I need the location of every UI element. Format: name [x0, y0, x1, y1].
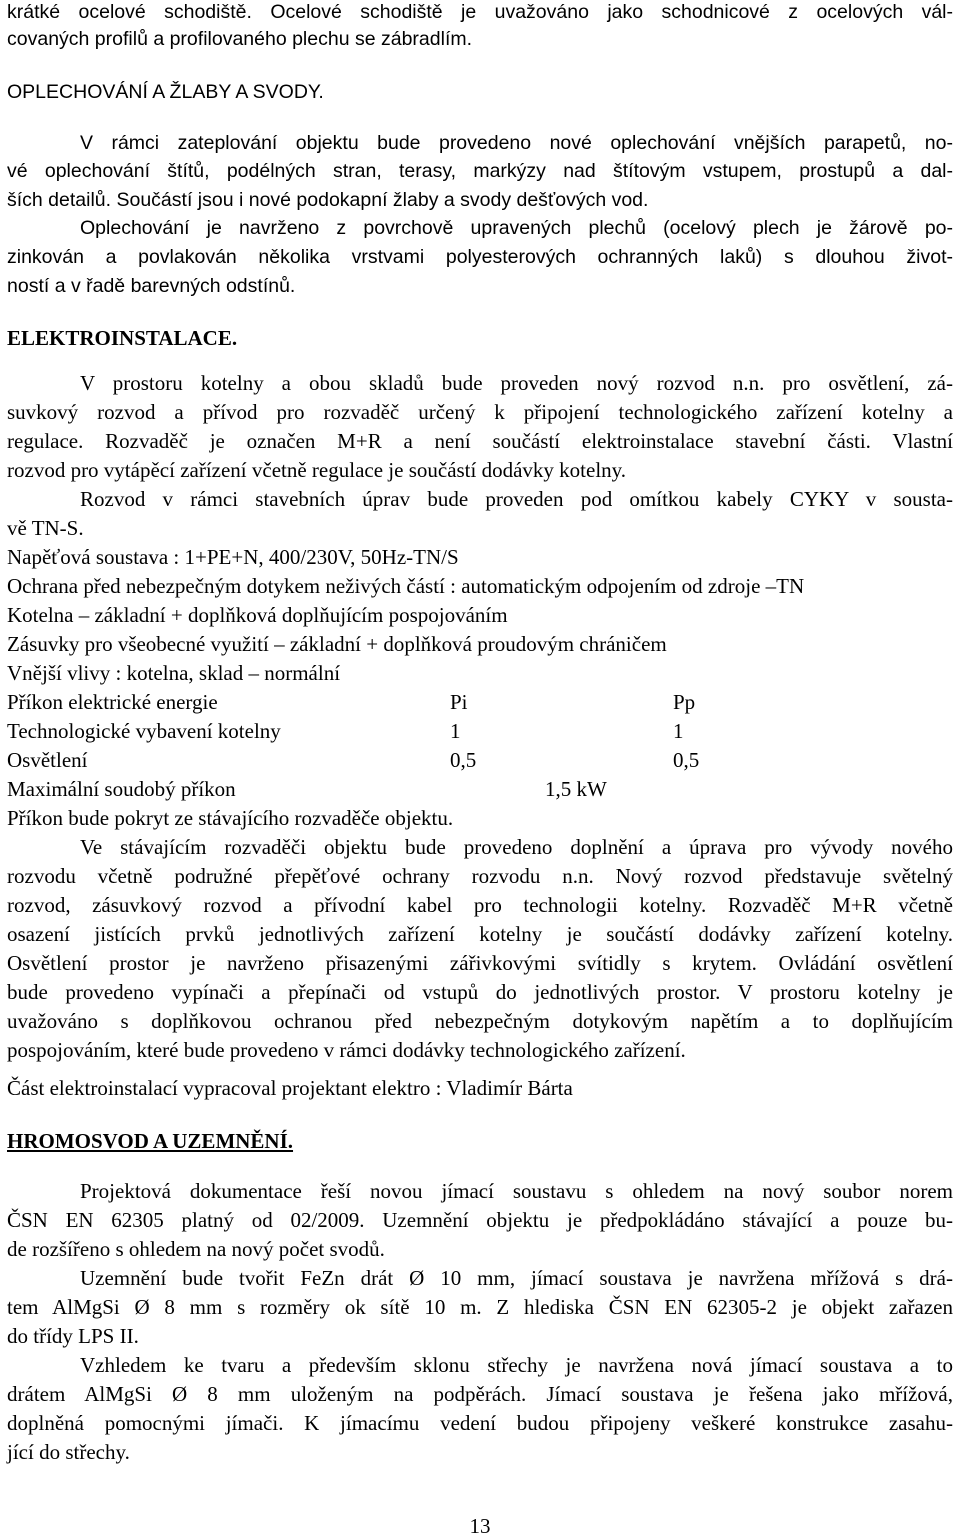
hromosvod-line-8: drátem AlMgSi Ø 8 mm uloženým na podpěrách. Jímací soustava je řešena jako mřížová, — [7, 1382, 953, 1406]
table-cell: 0,5 — [450, 748, 477, 772]
max-power-label: Maximální soudobý příkon — [7, 777, 236, 801]
elektro-author: Část elektroinstalací vypracoval projektant elektro : Vladimír Bárta — [7, 1076, 573, 1100]
page-number: 13 — [469, 1514, 491, 1538]
table-cell: Příkon elektrické energie — [7, 690, 218, 714]
hromosvod-line-9: doplněná pomocnými jímači. K jímacímu vedení budou připojeny veškeré konstrukce zasahu- — [7, 1411, 953, 1435]
hromosvod-line-7: Vzhledem ke tvaru a především sklonu střechy je navržena nová jímací soustava a to — [80, 1353, 953, 1377]
elektro-para-line-5: Osvětlení prostor je navrženo přisazenými zářivkovými svítidly s krytem. Ovládání osvětlení — [7, 951, 953, 975]
elektro-line-7: Napěťová soustava : 1+PE+N, 400/230V, 50Hz-TN/S — [7, 545, 459, 569]
hromosvod-line-4: Uzemnění bude tvořit FeZn drát Ø 10 mm, jímací soustava je navržena mřížová s drá- — [80, 1266, 953, 1290]
oplechovani-line-3 — [7, 187, 953, 213]
hromosvod-line-3: de rozšířeno s ohledem na nový počet svodů. — [7, 1237, 385, 1261]
oplechovani-line-3b: Součástí jsou i nové podokapní žlaby a svody dešťových vod. — [116, 189, 649, 211]
hromosvod-line-2: ČSN EN 62305 platný od 02/2009. Uzemnění objektu je předpokládáno stávající a pouze bu- — [7, 1208, 953, 1232]
table-cell: Pi — [450, 690, 468, 714]
table-cell: Osvětlení — [7, 748, 88, 772]
section-heading-hromosvod: HROMOSVOD A UZEMNĚNÍ. — [7, 1129, 294, 1153]
elektro-para-line-3: rozvod, zásuvkový rozvod a přívodní kabel pro technologii kotelny. Rozvaděč M+R včetně — [7, 893, 953, 917]
elektro-para-line-1: Ve stávajícím rozvaděči objektu bude provedeno doplnění a úprava pro vývody nového — [80, 835, 953, 859]
oplechovani-line-3a: ších detailů. — [7, 189, 112, 211]
elektro-line-3: regulace. Rozvaděč je označen M+R a není součástí elektroinstalace stavební části. Vlastní — [7, 429, 953, 453]
hromosvod-line-5: tem AlMgSi Ø 8 mm s rozměry ok sítě 10 m. Z hlediska ČSN EN 62305-2 je objekt zařazen — [7, 1295, 953, 1319]
elektro-line-5: Rozvod v rámci stavebních úprav bude proveden pod omítkou kabely CYKY v sousta- — [80, 487, 953, 511]
elektro-line-10: Zásuvky pro všeobecné využití – základní + doplňková proudovým chráničem — [7, 632, 667, 656]
table-cell: 1 — [450, 719, 461, 743]
oplechovani-line-5: zinkován a povlakován několika vrstvami polyesterových ochranných laků) s dlouhou život- — [7, 246, 953, 268]
elektro-line-4: rozvod pro vytápěcí zařízení včetně regulace je součástí dodávky kotelny. — [7, 458, 627, 482]
section-heading-elektroinstalace: ELEKTROINSTALACE. — [7, 326, 238, 350]
intro-line-1: krátké ocelové schodiště. Ocelové schodiště je uvažováno jako schodnicové z ocelových vál- — [7, 1, 953, 23]
elektro-para-line-2: rozvodu včetně podružné přepěťové ochrany rozvodu n.n. Nový rozvod představuje světelný — [7, 864, 953, 888]
elektro-line-1: V prostoru kotelny a obou skladů bude proveden nový rozvod n.n. pro osvětlení, zá- — [80, 371, 953, 395]
elektro-line-2: suvkový rozvod a přívod pro rozvaděč určený k připojení technologického zařízení kotelny a — [7, 400, 953, 424]
oplechovani-line-2: vé oplechování štítů, podélných stran, terasy, markýzy nad štítovým vstupem, prostupů a dal- — [7, 160, 953, 182]
oplechovani-line-4: Oplechování je navrženo z povrchově upravených plechů (ocelový plech je žárově po- — [80, 217, 953, 239]
elektro-para-line-6: bude provedeno vypínači a přepínači od vstupů do jednotlivých prostor. V prostoru kotelny je — [7, 980, 953, 1004]
table-cell: Technologické vybavení kotelny — [7, 719, 281, 743]
table-cell: 1 — [673, 719, 684, 743]
oplechovani-line-1: V rámci zateplování objektu bude provedeno nové oplechování vnějších parapetů, no- — [80, 132, 953, 154]
elektro-line-6: vě TN-S. — [7, 516, 84, 540]
oplechovani-line-6: ností a v řadě barevných odstínů. — [7, 275, 296, 297]
section-heading-oplechovani: OPLECHOVÁNÍ A ŽLABY A SVODY. — [7, 81, 324, 103]
elektro-line-12: Příkon bude pokryt ze stávajícího rozvaděče objektu. — [7, 806, 454, 830]
elektro-line-8: Ochrana před nebezpečným dotykem neživých částí : automatickým odpojením od zdroje –TN — [7, 574, 805, 598]
elektro-para-line-8: pospojováním, které bude provedeno v rámci dodávky technologického zařízení. — [7, 1038, 686, 1062]
hromosvod-line-10: jící do střechy. — [7, 1440, 130, 1464]
hromosvod-line-6: do třídy LPS II. — [7, 1324, 139, 1348]
table-cell: 0,5 — [673, 748, 700, 772]
elektro-para-line-7: uvažováno s doplňkovou ochranou před nebezpečným dotykovým napětím a to doplňujícím — [7, 1009, 953, 1033]
table-cell: Pp — [673, 690, 696, 714]
intro-line-2: covaných profilů a profilovaného plechu se zábradlím. — [7, 28, 473, 50]
elektro-line-11: Vnější vlivy : kotelna, sklad – normální — [7, 661, 341, 685]
max-power-value: 1,5 kW — [545, 777, 607, 801]
elektro-para-line-4: osazení jistících prvků jednotlivých zařízení kotelny je součástí dodávky zařízení kotelny. — [7, 922, 953, 946]
hromosvod-line-1: Projektová dokumentace řeší novou jímací soustavu s ohledem na nový soubor norem — [80, 1179, 953, 1203]
elektro-line-9: Kotelna – základní + doplňková doplňujícím pospojováním — [7, 603, 508, 627]
